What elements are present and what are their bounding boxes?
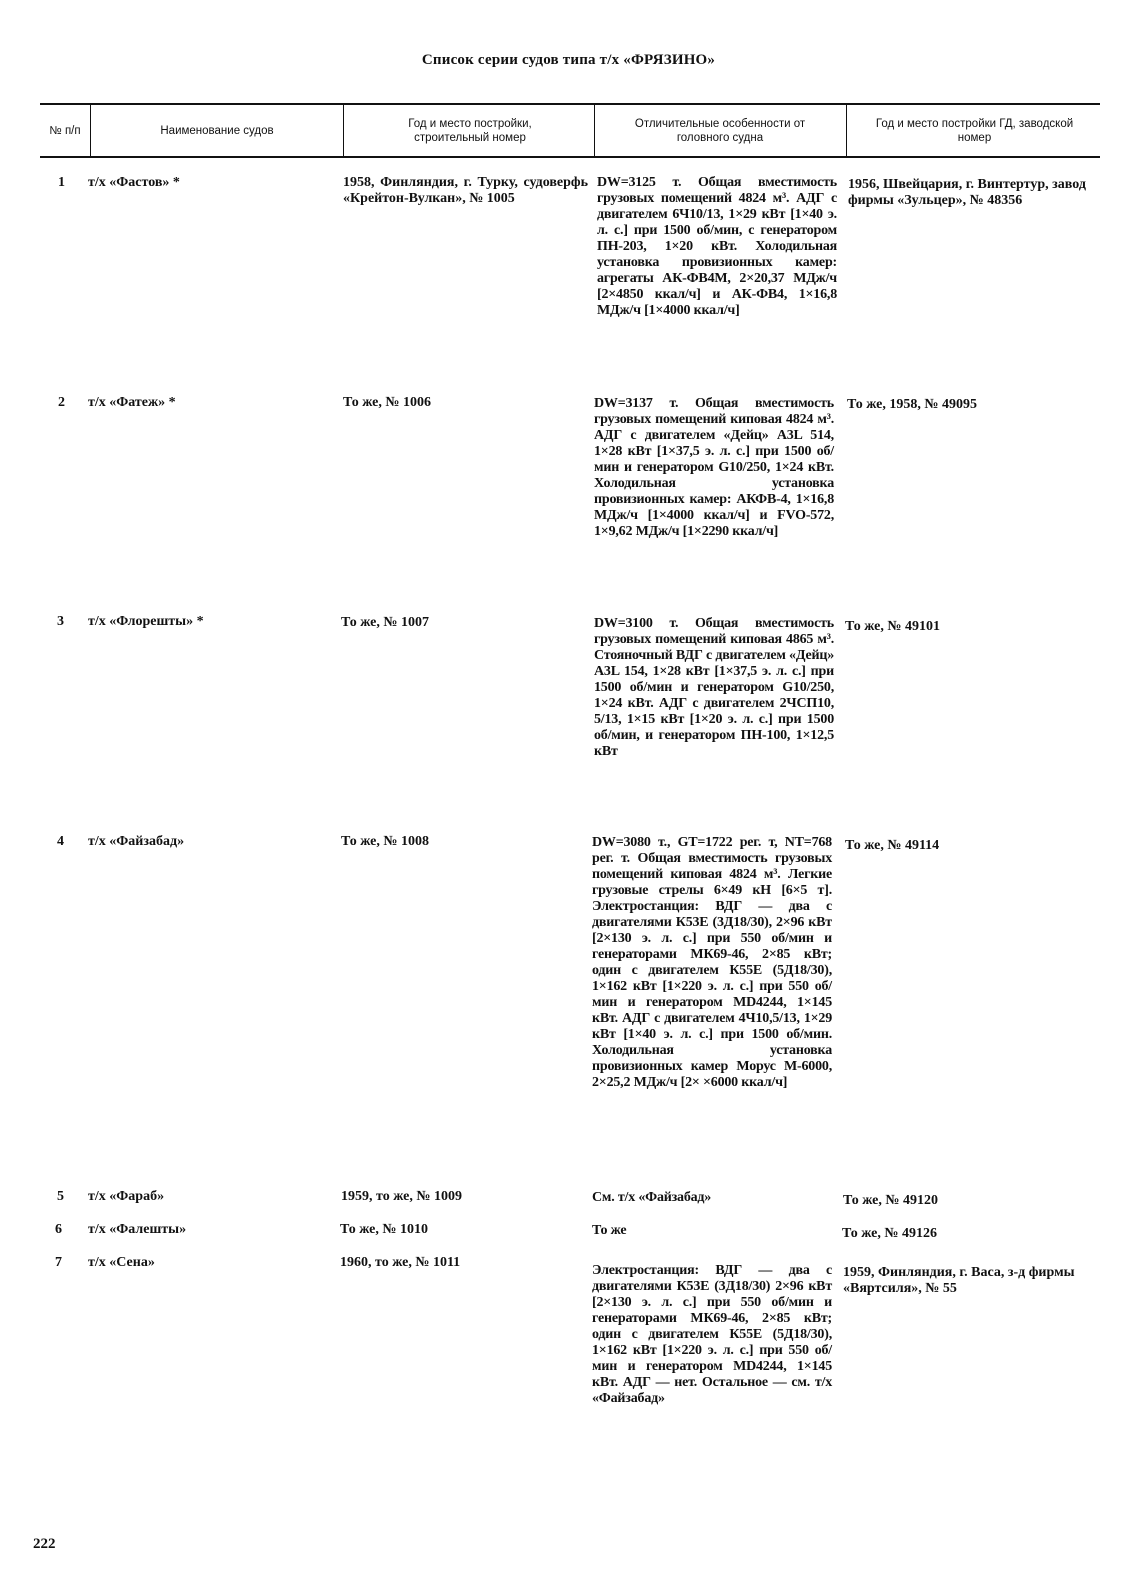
row-7-engine: 1959, Финляндия, г. Васа, з-д фирмы «Вяртсиля», № 55 [843, 1265, 1075, 1296]
row-7-build: 1960, то же, № 1011 [340, 1255, 461, 1270]
row-6-num: 6 [55, 1222, 62, 1237]
row-4-num: 4 [57, 834, 64, 849]
row-5-features: См. т/х «Файзабад» [592, 1190, 712, 1205]
row-1-name: т/х «Фастов» * [88, 175, 180, 190]
header-engine: Год и место постройки ГД, заводской номер [875, 117, 1074, 144]
row-3-engine: То же, № 49101 [845, 619, 940, 634]
header-name: Наименование судов [160, 124, 274, 137]
page-number: 222 [33, 1536, 56, 1552]
row-5-build: 1959, то же, № 1009 [341, 1189, 462, 1204]
row-7-num: 7 [55, 1255, 62, 1270]
row-2-name: т/х «Фатеж» * [88, 395, 176, 410]
row-4-features: DW=3080 т., GT=1722 рег. т, NT=768 рег. т. Общая вместимость грузовых помещений киповая 4824 м³. Легкие грузовые стрелы 6×49 кН [6×5 т]. Электростанция: ВДГ — два с двигателями К53Е (3Д18/30), 2×96 кВт [2×130 э. л. с.] при 550 об/мин и генераторами МК69-46, 2×85 кВт; один с двигателем К55Е (5Д18/30), 1×162 кВт [1×220 э. л. с.] при 550 об/мин и генератором MD4244, 1×145 кВт. АДГ с двигателем 4Ч10,5/13, 1×29 кВт [1×40 э. л. с.] при 1500 об/мин. Холодильная установка провизионных камер Морус М-6000, 2×25,2 МДж/ч [2× ×6000 ккал/ч] [592, 835, 832, 1090]
column-divider [594, 103, 595, 158]
column-divider [343, 103, 344, 158]
row-3-build: То же, № 1007 [341, 615, 429, 630]
row-7-features: Электростанция: ВДГ — два с двигателями К53Е (3Д18/30) 2×96 кВт [2×130 э. л. с.] при 550 об/мин и генераторами МК69-46, 2×85 кВт; один с двигателем К55Е (5Д18/30), 1×162 кВт [1×220 э. л. с.] при 550 об/мин и генератором MD4244, 1×145 кВт. АДГ — нет. Остальное — см. т/х «Файзабад» [592, 1263, 832, 1406]
row-3-name: т/х «Флорешты» * [88, 614, 204, 629]
row-6-engine: То же, № 49126 [842, 1226, 937, 1241]
row-1-features: DW=3125 т. Общая вместимость грузовых помещений 4824 м³. АДГ с двигателем 6Ч10/13, 1×29 кВт [1×40 э. л. с.] при 1500 об/мин, с генератором ПН-203, 1×20 кВт. Холодильная установка провизионных камер: агрегаты АК-ФВ4М, 2×20,37 МДж/ч [2×4850 ккал/ч] и АК-ФВ4, 1×16,8 МДж/ч [1×4000 ккал/ч] [597, 175, 837, 318]
row-5-engine: То же, № 49120 [843, 1193, 938, 1208]
row-7-name: т/х «Сена» [88, 1255, 155, 1270]
row-5-name: т/х «Фараб» [88, 1189, 165, 1204]
row-6-features: То же [592, 1223, 627, 1238]
row-2-num: 2 [58, 395, 65, 410]
row-1-build: 1958, Финляндия, г. Турку, судоверфь «Крейтон-Вулкан», № 1005 [343, 175, 588, 206]
column-divider [846, 103, 847, 158]
row-6-build: То же, № 1010 [340, 1222, 428, 1237]
row-3-features: DW=3100 т. Общая вместимость грузовых помещений киповая 4865 м³. Стояночный ВДГ с двигателем «Дейц» A3L 154, 1×28 кВт [1×37,5 э. л. с.] при 1500 об/мин и генератором G10/250, 1×24 кВт. АДГ с двигателем 2ЧСП10, 5/13, 1×15 кВт [1×20 э. л. с.] при 1500 об/мин, и генератором ПН-100, 1×12,5 кВт [594, 616, 834, 759]
row-1-num: 1 [58, 175, 65, 190]
row-4-name: т/х «Файзабад» [88, 834, 185, 849]
page-title: Список серии судов типа т/х «ФРЯЗИНО» [421, 52, 716, 68]
header-build: Год и место постройки, строительный номер [408, 117, 532, 144]
row-2-features: DW=3137 т. Общая вместимость грузовых помещений киповая 4824 м³. АДГ с двигателем «Дейц» A3L 514, 1×28 кВт [1×37,5 э. л. с.] при 1500 об/мин и генератором G10/250, 1×24 кВт. Холодильная установка провизионных камер: АКФВ-4, 1×16,8 МДж/ч [1×4000 ккал/ч] и FVO-572, 1×9,62 МДж/ч [1×2290 ккал/ч] [594, 396, 834, 539]
row-1-engine: 1956, Швейцария, г. Винтертур, завод фирмы «Зульцер», № 48356 [848, 177, 1086, 208]
header-features: Отличительные особенности от головного судна [634, 117, 806, 144]
row-4-engine: То же, № 49114 [845, 838, 940, 853]
row-6-name: т/х «Фалешты» [88, 1222, 187, 1237]
row-3-num: 3 [57, 614, 64, 629]
row-2-engine: То же, 1958, № 49095 [847, 397, 977, 412]
row-5-num: 5 [57, 1189, 64, 1204]
row-4-build: То же, № 1008 [341, 834, 429, 849]
header-num: № п/п [49, 124, 81, 137]
row-2-build: То же, № 1006 [343, 395, 431, 410]
